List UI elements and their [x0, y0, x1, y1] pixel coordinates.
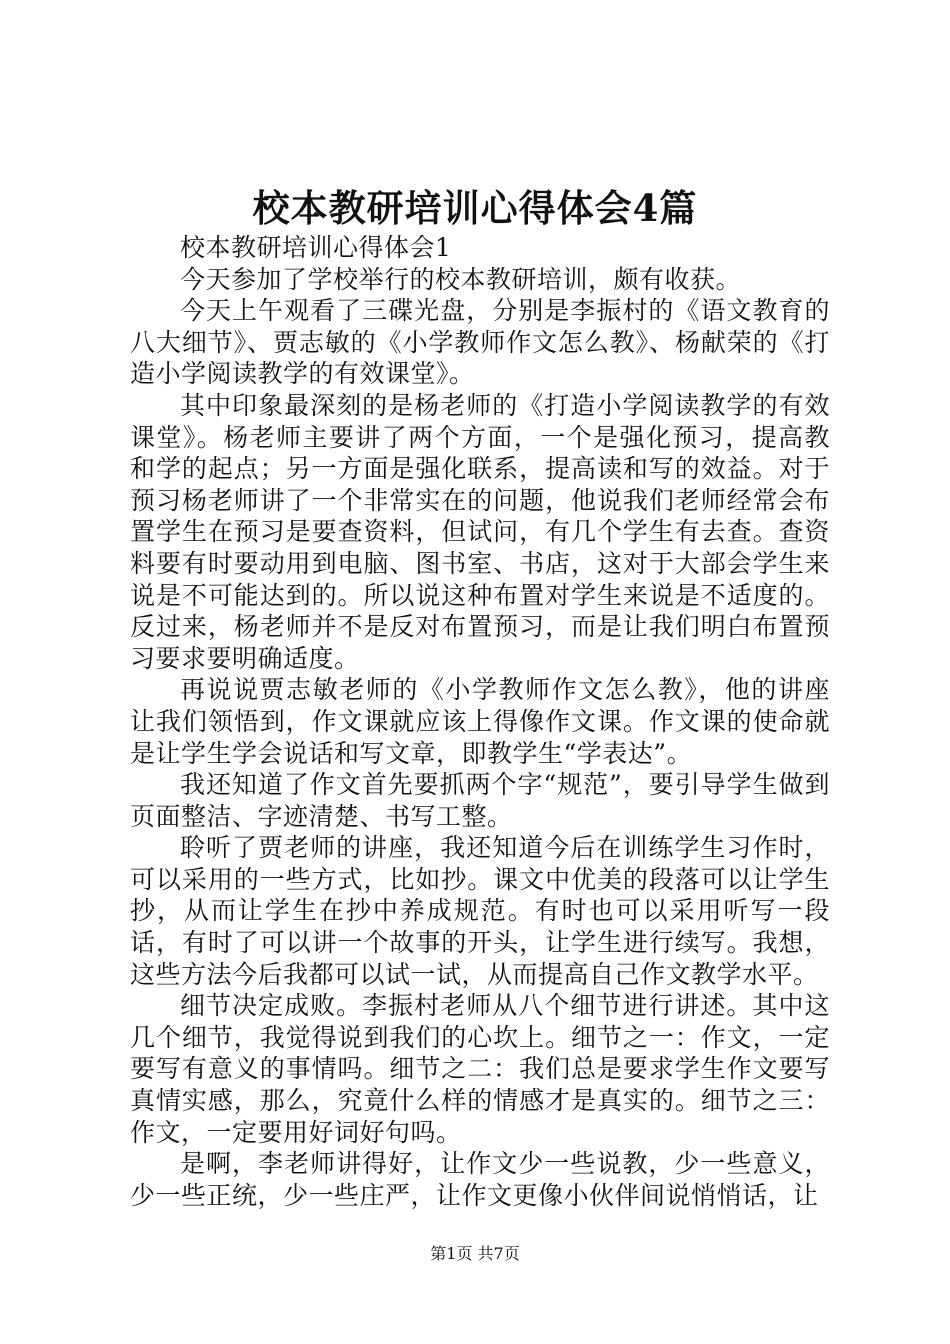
document-body [130, 232, 830, 1211]
page-footer: 第1页 共7页 [430, 1244, 520, 1263]
paragraph-subheading: 校本教研培训心得体会1 [180, 233, 452, 262]
paragraph: 我还知道了作文首先要抓两个字“规范”，要引导学生做到页面整洁、字迹清楚、书写工整。 [130, 770, 830, 831]
paragraph: 是啊，李老师讲得好，让作文少一些说教，少一些意义，少一些正统，少一些庄严，让作文更像小伙伴间说悄悄话，让 [130, 1149, 830, 1210]
paragraph: 今天参加了学校举行的校本教研培训，颇有收获。 [180, 264, 742, 294]
paragraph: 再说说贾志敏老师的《小学教师作文怎么教》，他的讲座让我们领悟到，作文课就应该上得像作文课。作文课的使命就是让学生学会说话和写文章，即教学生“学表达”。 [130, 675, 830, 768]
document-title: 校本教研培训心得体会4篇 [252, 186, 698, 230]
paragraph: 今天上午观看了三碟光盘，分别是李振村的《语文教育的八大细节》、贾志敏的《小学教师作文怎么教》、杨献荣的《打造小学阅读教学的有效课堂》。 [130, 296, 830, 389]
paragraph: 聆听了贾老师的讲座，我还知道今后在训练学生习作时，可以采用的一些方式，比如抄。课文中优美的段落可以让学生抄，从而让学生在抄中养成规范。有时也可以采用听写一段话，有时了可以讲一个故事的开头，让学生进行续写。我想，这些方法今后我都可以试一试，从而提高自己作文教学水平。 [130, 833, 830, 989]
paragraph: 其中印象最深刻的是杨老师的《打造小学阅读教学的有效课堂》。杨老师主要讲了两个方面，一个是强化预习，提高教和学的起点；另一方面是强化联系，提高读和写的效益。对于预习杨老师讲了一个非常实在的问题，他说我们老师经常会布置学生在预习是要查资料，但试问，有几个学生有去查。查资料要有时要动用到电脑、图书室、书店，这对于大部会学生来说是不可能达到的。所以说这种布置对学生来说是不适度的。反过来，杨老师并不是反对布置预习，而是让我们明白布置预习要求要明确适度。 [130, 390, 830, 673]
paragraph: 细节决定成败。李振村老师从八个细节进行讲述。其中这几个细节，我觉得说到我们的心坎上。细节之一：作文，一定要写有意义的事情吗。细节之二：我们总是要求学生作文要写真情实感，那么，究竟什么样的情感才是真实的。细节之三：作文，一定要用好词好句吗。 [130, 991, 830, 1147]
